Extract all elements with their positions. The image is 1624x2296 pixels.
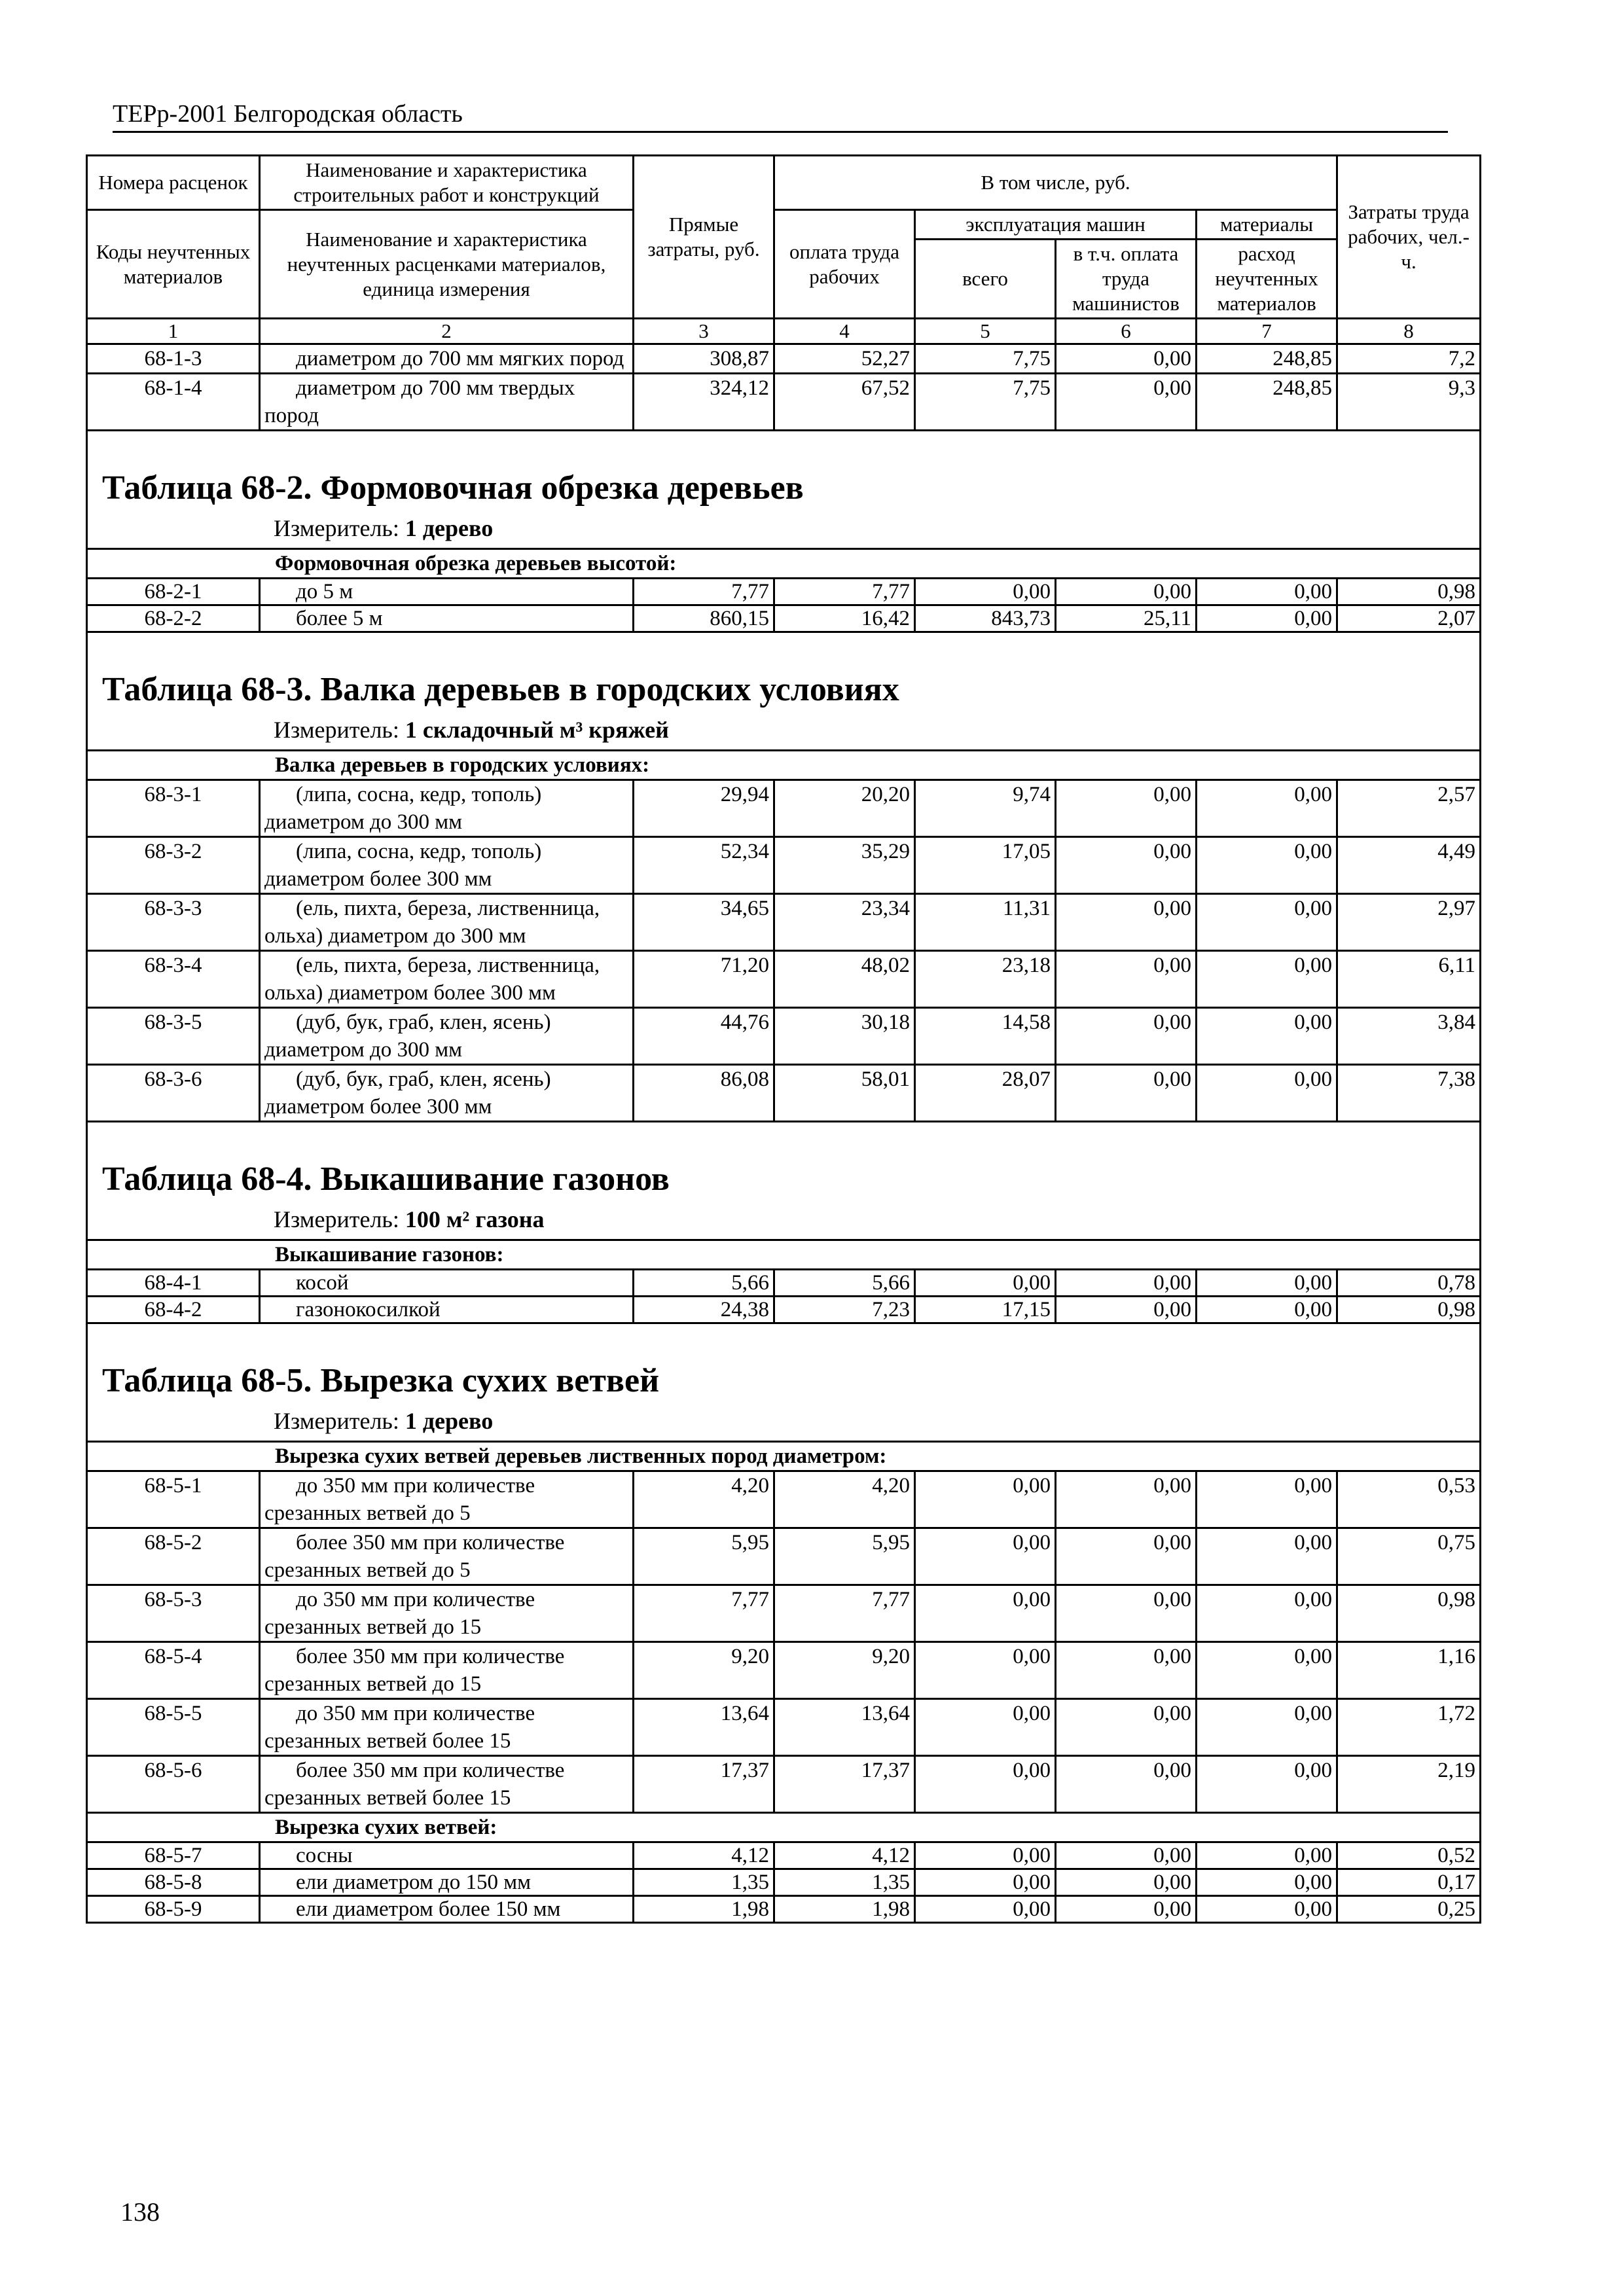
cost-value-c3: 308,87 xyxy=(634,344,774,374)
col-worker-wages-header: оплата труда рабочих xyxy=(774,210,915,319)
cost-value-c8: 0,53 xyxy=(1337,1471,1481,1528)
cost-value-c4: 52,27 xyxy=(774,344,915,374)
cost-value-c5: 0,00 xyxy=(915,1471,1056,1528)
running-header: ТЕРр-2001 Белгородская область xyxy=(113,97,1448,133)
rate-row xyxy=(87,1528,1481,1585)
cost-value-c7: 0,00 xyxy=(1197,1869,1337,1896)
rate-row xyxy=(87,1842,1481,1869)
rate-code: 68-3-1 xyxy=(87,780,260,837)
cost-value-c6: 0,00 xyxy=(1056,1842,1197,1869)
col-unaccounted-materials-header: расход неучтенных материалов xyxy=(1197,240,1337,319)
cost-value-c5: 0,00 xyxy=(915,1528,1056,1585)
cost-value-c4: 16,42 xyxy=(774,605,915,632)
col-rate-numbers-header: Номера расценок xyxy=(87,156,260,210)
cost-value-c6: 0,00 xyxy=(1056,1297,1197,1323)
cost-value-c8: 6,11 xyxy=(1337,951,1481,1008)
col-machinist-wages-header: в т.ч. оплата труда машинистов xyxy=(1056,240,1197,319)
cost-value-c8: 3,84 xyxy=(1337,1008,1481,1065)
rate-row xyxy=(87,1642,1481,1699)
measure-unit-value: 100 м² газона xyxy=(405,1206,545,1232)
cost-value-c7: 0,00 xyxy=(1197,1270,1337,1297)
rate-row xyxy=(87,1869,1481,1896)
cost-value-c8: 9,3 xyxy=(1337,374,1481,431)
cost-value-c8: 0,98 xyxy=(1337,579,1481,605)
work-description: ели диаметром до 150 мм xyxy=(260,1869,634,1896)
work-description: более 350 мм при количестве срезанных ветвей до 15 xyxy=(260,1642,634,1699)
cost-value-c4: 1,98 xyxy=(774,1896,915,1923)
rate-row xyxy=(87,1065,1481,1122)
cost-value-c3: 34,65 xyxy=(634,894,774,951)
rate-row xyxy=(87,1297,1481,1323)
measure-unit xyxy=(88,1404,1479,1441)
col-number: 7 xyxy=(1197,319,1337,344)
cost-value-c7: 0,00 xyxy=(1197,605,1337,632)
rate-code: 68-3-6 xyxy=(87,1065,260,1122)
cost-value-c3: 29,94 xyxy=(634,780,774,837)
cost-value-c4: 58,01 xyxy=(774,1065,915,1122)
rate-row xyxy=(87,951,1481,1008)
section-heading-cell xyxy=(87,632,1481,751)
cost-value-c5: 9,74 xyxy=(915,780,1056,837)
work-description: газонокосилкой xyxy=(260,1297,634,1323)
col-number: 6 xyxy=(1056,319,1197,344)
cost-value-c4: 13,64 xyxy=(774,1699,915,1756)
cost-value-c4: 17,37 xyxy=(774,1756,915,1813)
group-heading-row xyxy=(87,549,1481,579)
cost-value-c8: 0,78 xyxy=(1337,1270,1481,1297)
cost-value-c3: 9,20 xyxy=(634,1642,774,1699)
cost-value-c3: 7,77 xyxy=(634,579,774,605)
cost-value-c6: 0,00 xyxy=(1056,344,1197,374)
rate-code: 68-5-8 xyxy=(87,1869,260,1896)
group-heading: Формовочная обрезка деревьев высотой: xyxy=(87,549,1481,579)
cost-value-c3: 324,12 xyxy=(634,374,774,431)
cost-value-c6: 0,00 xyxy=(1056,1471,1197,1528)
cost-value-c5: 0,00 xyxy=(915,1585,1056,1642)
cost-value-c6: 0,00 xyxy=(1056,374,1197,431)
rate-code: 68-5-4 xyxy=(87,1642,260,1699)
rate-row xyxy=(87,1471,1481,1528)
measure-unit-value: 1 складочный м³ кряжей xyxy=(405,717,669,743)
cost-value-c3: 5,66 xyxy=(634,1270,774,1297)
estimate-document xyxy=(86,154,1479,1924)
col-number: 8 xyxy=(1337,319,1481,344)
col-number: 5 xyxy=(915,319,1056,344)
cost-value-c7: 0,00 xyxy=(1197,780,1337,837)
cost-value-c7: 0,00 xyxy=(1197,951,1337,1008)
cost-value-c7: 248,85 xyxy=(1197,374,1337,431)
header-row-1 xyxy=(87,156,1481,210)
rate-row xyxy=(87,894,1481,951)
cost-value-c8: 2,07 xyxy=(1337,605,1481,632)
cost-value-c5: 0,00 xyxy=(915,1842,1056,1869)
rate-code: 68-3-5 xyxy=(87,1008,260,1065)
page-number: 138 xyxy=(120,2197,160,2227)
cost-value-c5: 0,00 xyxy=(915,1896,1056,1923)
cost-value-c4: 5,66 xyxy=(774,1270,915,1297)
measure-unit-value: 1 дерево xyxy=(405,515,494,541)
rate-row xyxy=(87,1756,1481,1813)
rate-code: 68-4-2 xyxy=(87,1297,260,1323)
section-title: Таблица 68-5. Вырезка сухих ветвей xyxy=(102,1362,660,1399)
cost-value-c3: 13,64 xyxy=(634,1699,774,1756)
col-machines-total-header: всего xyxy=(915,240,1056,319)
cost-value-c5: 17,15 xyxy=(915,1297,1056,1323)
cost-value-c8: 0,25 xyxy=(1337,1896,1481,1923)
cost-value-c6: 0,00 xyxy=(1056,837,1197,894)
cost-value-c5: 28,07 xyxy=(915,1065,1056,1122)
cost-value-c3: 44,76 xyxy=(634,1008,774,1065)
cost-value-c7: 248,85 xyxy=(1197,344,1337,374)
cost-value-c5: 0,00 xyxy=(915,1642,1056,1699)
group-heading-row xyxy=(87,751,1481,780)
section-heading-cell xyxy=(87,1122,1481,1240)
cost-value-c7: 0,00 xyxy=(1197,1699,1337,1756)
cost-value-c4: 30,18 xyxy=(774,1008,915,1065)
table-section-heading xyxy=(87,1122,1481,1240)
cost-value-c3: 86,08 xyxy=(634,1065,774,1122)
work-description: диаметром до 700 мм твердых пород xyxy=(260,374,634,431)
work-description: (ель, пихта, береза, лиственница, ольха) диаметром более 300 мм xyxy=(260,951,634,1008)
cost-value-c4: 7,77 xyxy=(774,579,915,605)
work-description: более 350 мм при количестве срезанных ветвей более 15 xyxy=(260,1756,634,1813)
work-description: до 350 мм при количестве срезанных ветвей более 15 xyxy=(260,1699,634,1756)
cost-value-c4: 7,23 xyxy=(774,1297,915,1323)
rate-row xyxy=(87,780,1481,837)
cost-value-c5: 0,00 xyxy=(915,1756,1056,1813)
work-description: сосны xyxy=(260,1842,634,1869)
table-section-heading xyxy=(87,1323,1481,1442)
rate-row xyxy=(87,1270,1481,1297)
rate-code: 68-5-1 xyxy=(87,1471,260,1528)
measure-unit-label: Измеритель: xyxy=(274,515,399,541)
cost-value-c3: 860,15 xyxy=(634,605,774,632)
cost-value-c4: 67,52 xyxy=(774,374,915,431)
rate-row xyxy=(87,1896,1481,1923)
group-heading-row xyxy=(87,1813,1481,1842)
work-description: более 5 м xyxy=(260,605,634,632)
rate-row xyxy=(87,1699,1481,1756)
rate-code: 68-3-4 xyxy=(87,951,260,1008)
cost-value-c7: 0,00 xyxy=(1197,1585,1337,1642)
cost-value-c8: 7,2 xyxy=(1337,344,1481,374)
table-section-heading xyxy=(87,632,1481,751)
rates-table xyxy=(86,154,1481,1924)
cost-value-c7: 0,00 xyxy=(1197,1297,1337,1323)
measure-unit-label: Измеритель: xyxy=(274,1206,399,1232)
cost-value-c8: 0,17 xyxy=(1337,1869,1481,1896)
cost-value-c3: 1,98 xyxy=(634,1896,774,1923)
cost-value-c6: 0,00 xyxy=(1056,780,1197,837)
rate-code: 68-5-6 xyxy=(87,1756,260,1813)
cost-value-c8: 2,57 xyxy=(1337,780,1481,837)
cost-value-c6: 0,00 xyxy=(1056,579,1197,605)
rate-code: 68-5-5 xyxy=(87,1699,260,1756)
cost-value-c6: 0,00 xyxy=(1056,951,1197,1008)
cost-value-c3: 5,95 xyxy=(634,1528,774,1585)
rate-code: 68-2-1 xyxy=(87,579,260,605)
cost-value-c7: 0,00 xyxy=(1197,894,1337,951)
cost-value-c7: 0,00 xyxy=(1197,579,1337,605)
cost-value-c5: 0,00 xyxy=(915,579,1056,605)
col-number: 1 xyxy=(87,319,260,344)
measure-unit xyxy=(88,1202,1479,1239)
group-heading: Вырезка сухих ветвей: xyxy=(87,1813,1481,1842)
cost-value-c6: 0,00 xyxy=(1056,1756,1197,1813)
cost-value-c4: 23,34 xyxy=(774,894,915,951)
rate-row xyxy=(87,1008,1481,1065)
cost-value-c7: 0,00 xyxy=(1197,1065,1337,1122)
col-number: 4 xyxy=(774,319,915,344)
rate-code: 68-5-3 xyxy=(87,1585,260,1642)
cost-value-c3: 24,38 xyxy=(634,1297,774,1323)
cost-value-c6: 0,00 xyxy=(1056,1642,1197,1699)
section-title: Таблица 68-4. Выкашивание газонов xyxy=(102,1160,670,1198)
col-labor-hours-header: Затраты труда рабочих, чел.-ч. xyxy=(1337,156,1481,319)
cost-value-c5: 7,75 xyxy=(915,344,1056,374)
work-description: ели диаметром более 150 мм xyxy=(260,1896,634,1923)
cost-value-c7: 0,00 xyxy=(1197,1471,1337,1528)
cost-value-c5: 0,00 xyxy=(915,1699,1056,1756)
col-material-codes-header: Коды неучтенных материалов xyxy=(87,210,260,319)
cost-value-c7: 0,00 xyxy=(1197,837,1337,894)
measure-unit-value: 1 дерево xyxy=(405,1408,494,1434)
rate-code: 68-4-1 xyxy=(87,1270,260,1297)
cost-value-c7: 0,00 xyxy=(1197,1008,1337,1065)
cost-value-c5: 17,05 xyxy=(915,837,1056,894)
work-description: до 5 м xyxy=(260,579,634,605)
cost-value-c7: 0,00 xyxy=(1197,1756,1337,1813)
cost-value-c5: 843,73 xyxy=(915,605,1056,632)
section-title: Таблица 68-2. Формовочная обрезка деревьев xyxy=(102,469,804,507)
group-heading: Выкашивание газонов: xyxy=(87,1240,1481,1270)
cost-value-c8: 0,52 xyxy=(1337,1842,1481,1869)
cost-value-c4: 20,20 xyxy=(774,780,915,837)
cost-value-c6: 0,00 xyxy=(1056,1270,1197,1297)
cost-value-c5: 11,31 xyxy=(915,894,1056,951)
measure-unit-label: Измеритель: xyxy=(274,1408,399,1434)
col-work-name-header: Наименование и характеристика строительных работ и конструкций xyxy=(260,156,634,210)
work-description: (дуб, бук, граб, клен, ясень) диаметром более 300 мм xyxy=(260,1065,634,1122)
work-description: (ель, пихта, береза, лиственница, ольха) диаметром до 300 мм xyxy=(260,894,634,951)
group-heading-row xyxy=(87,1240,1481,1270)
cost-value-c6: 0,00 xyxy=(1056,1585,1197,1642)
work-description: косой xyxy=(260,1270,634,1297)
rate-code: 68-1-4 xyxy=(87,374,260,431)
header-row-2 xyxy=(87,210,1481,240)
cost-value-c6: 0,00 xyxy=(1056,1008,1197,1065)
cost-value-c8: 0,75 xyxy=(1337,1528,1481,1585)
section-heading-cell xyxy=(87,1323,1481,1442)
col-number: 2 xyxy=(260,319,634,344)
rate-code: 68-5-7 xyxy=(87,1842,260,1869)
measure-unit xyxy=(88,713,1479,749)
cost-value-c5: 7,75 xyxy=(915,374,1056,431)
machines-group-header: эксплуатация машин xyxy=(915,210,1197,240)
rate-row xyxy=(87,374,1481,431)
rate-row xyxy=(87,1585,1481,1642)
cost-value-c8: 4,49 xyxy=(1337,837,1481,894)
rate-code: 68-1-3 xyxy=(87,344,260,374)
group-heading-row xyxy=(87,1442,1481,1471)
cost-value-c3: 17,37 xyxy=(634,1756,774,1813)
cost-value-c3: 7,77 xyxy=(634,1585,774,1642)
cost-value-c5: 14,58 xyxy=(915,1008,1056,1065)
cost-value-c5: 0,00 xyxy=(915,1270,1056,1297)
cost-value-c4: 4,20 xyxy=(774,1471,915,1528)
cost-value-c4: 9,20 xyxy=(774,1642,915,1699)
cost-value-c3: 1,35 xyxy=(634,1869,774,1896)
group-heading: Вырезка сухих ветвей деревьев лиственных пород диаметром: xyxy=(87,1442,1481,1471)
rate-code: 68-5-9 xyxy=(87,1896,260,1923)
cost-value-c4: 5,95 xyxy=(774,1528,915,1585)
cost-value-c8: 1,16 xyxy=(1337,1642,1481,1699)
cost-value-c7: 0,00 xyxy=(1197,1896,1337,1923)
cost-value-c7: 0,00 xyxy=(1197,1842,1337,1869)
cost-value-c6: 0,00 xyxy=(1056,1528,1197,1585)
cost-value-c5: 23,18 xyxy=(915,951,1056,1008)
rate-code: 68-3-3 xyxy=(87,894,260,951)
rate-code: 68-2-2 xyxy=(87,605,260,632)
rate-code: 68-3-2 xyxy=(87,837,260,894)
measure-unit-label: Измеритель: xyxy=(274,717,399,743)
cost-value-c8: 2,97 xyxy=(1337,894,1481,951)
cost-value-c4: 7,77 xyxy=(774,1585,915,1642)
cost-value-c3: 52,34 xyxy=(634,837,774,894)
cost-value-c4: 48,02 xyxy=(774,951,915,1008)
cost-value-c4: 4,12 xyxy=(774,1842,915,1869)
cost-value-c4: 35,29 xyxy=(774,837,915,894)
rate-row xyxy=(87,605,1481,632)
rate-row xyxy=(87,837,1481,894)
section-title: Таблица 68-3. Валка деревьев в городских условиях xyxy=(102,671,899,708)
cost-value-c6: 0,00 xyxy=(1056,1896,1197,1923)
cost-value-c8: 7,38 xyxy=(1337,1065,1481,1122)
work-description: (липа, сосна, кедр, тополь) диаметром более 300 мм xyxy=(260,837,634,894)
including-group-header: В том числе, руб. xyxy=(774,156,1337,210)
work-description: до 350 мм при количестве срезанных ветвей до 15 xyxy=(260,1585,634,1642)
work-description: диаметром до 700 мм мягких пород xyxy=(260,344,634,374)
cost-value-c6: 25,11 xyxy=(1056,605,1197,632)
cost-value-c6: 0,00 xyxy=(1056,1065,1197,1122)
cost-value-c7: 0,00 xyxy=(1197,1642,1337,1699)
work-description: (дуб, бук, граб, клен, ясень) диаметром до 300 мм xyxy=(260,1008,634,1065)
col-number: 3 xyxy=(634,319,774,344)
cost-value-c6: 0,00 xyxy=(1056,1869,1197,1896)
col-material-name-header: Наименование и характеристика неучтенных расценками материалов, единица измерения xyxy=(260,210,634,319)
measure-unit xyxy=(88,511,1479,548)
col-direct-costs-header: Прямые затраты, руб. xyxy=(634,156,774,319)
work-description: до 350 мм при количестве срезанных ветвей до 5 xyxy=(260,1471,634,1528)
work-description: (липа, сосна, кедр, тополь) диаметром до 300 мм xyxy=(260,780,634,837)
cost-value-c6: 0,00 xyxy=(1056,1699,1197,1756)
cost-value-c3: 71,20 xyxy=(634,951,774,1008)
rate-code: 68-5-2 xyxy=(87,1528,260,1585)
work-description: более 350 мм при количестве срезанных ветвей до 5 xyxy=(260,1528,634,1585)
cost-value-c8: 0,98 xyxy=(1337,1585,1481,1642)
cost-value-c4: 1,35 xyxy=(774,1869,915,1896)
cost-value-c6: 0,00 xyxy=(1056,894,1197,951)
cost-value-c8: 2,19 xyxy=(1337,1756,1481,1813)
cost-value-c7: 0,00 xyxy=(1197,1528,1337,1585)
column-numbers-row xyxy=(87,319,1481,344)
section-heading-cell xyxy=(87,431,1481,549)
materials-group-header: материалы xyxy=(1197,210,1337,240)
table-section-heading xyxy=(87,431,1481,549)
cost-value-c5: 0,00 xyxy=(915,1869,1056,1896)
cost-value-c3: 4,12 xyxy=(634,1842,774,1869)
cost-value-c8: 0,98 xyxy=(1337,1297,1481,1323)
cost-value-c8: 1,72 xyxy=(1337,1699,1481,1756)
cost-value-c3: 4,20 xyxy=(634,1471,774,1528)
group-heading: Валка деревьев в городских условиях: xyxy=(87,751,1481,780)
rate-row xyxy=(87,579,1481,605)
rate-row xyxy=(87,344,1481,374)
